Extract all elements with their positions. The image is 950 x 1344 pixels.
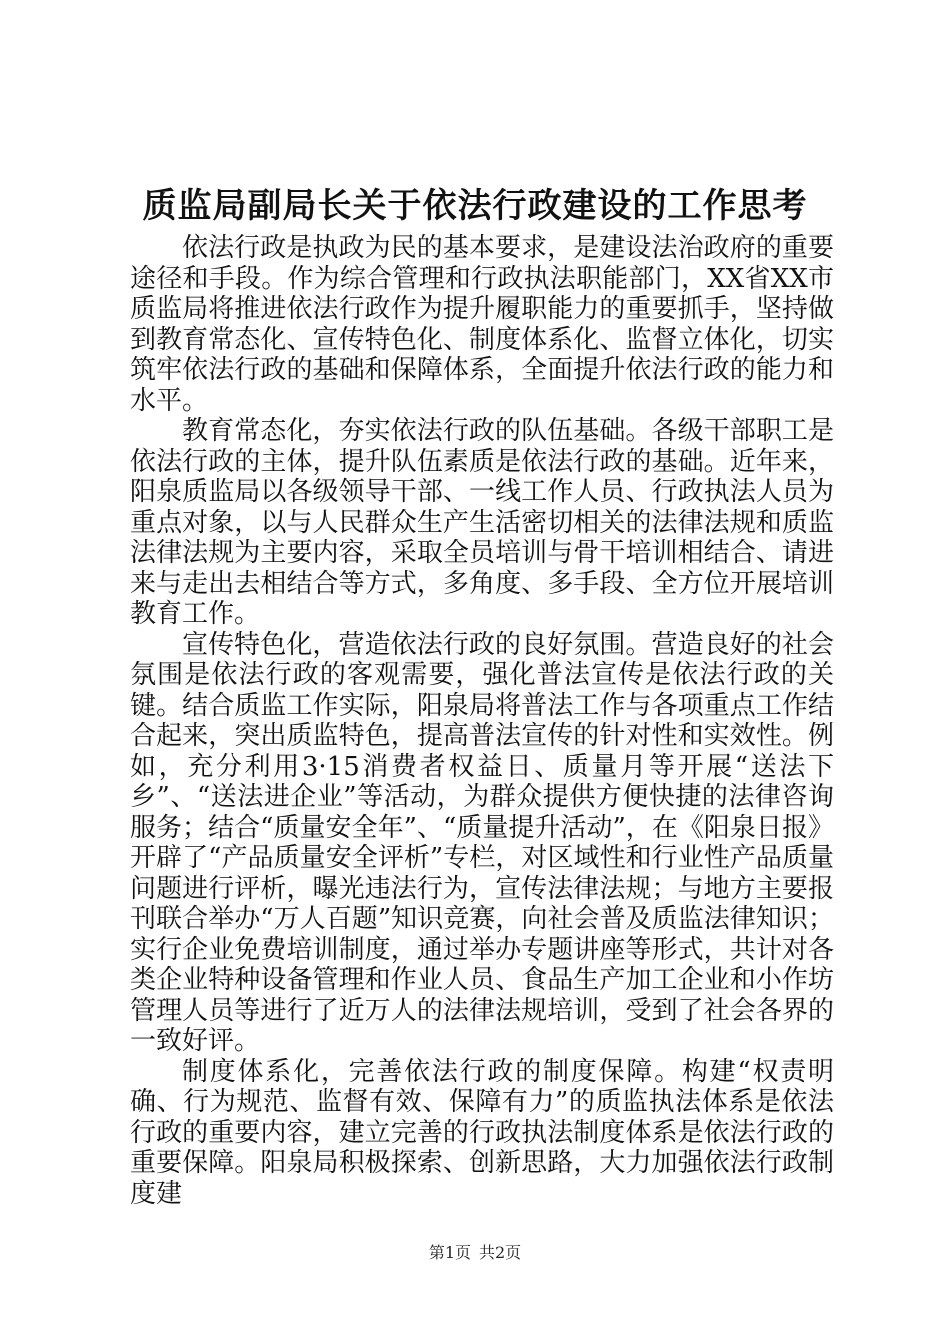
page-footer	[0, 1243, 950, 1263]
paragraph-system: 制度体系化，完善依法行政的制度保障。构建“权责明确、行为规范、监督有效、保障有力”的质监执法体系是依法行政的重要内容，建立完善的行政执法制度体系是依法行政的重要保障。阳泉局积极探索、创新思路，大力加强依法行政制度建	[130, 1056, 834, 1209]
document-title: 质监局副局长关于依法行政建设的工作思考	[142, 186, 808, 226]
document-body	[130, 233, 834, 1209]
paragraph-intro: 依法行政是执政为民的基本要求，是建设法治政府的重要途径和手段。作为综合管理和行政执法职能部门，XX省XX市质监局将推进依法行政作为提升履职能力的重要抓手，坚持做到教育常态化、宣传特色化、制度体系化、监督立体化，切实筑牢依法行政的基础和保障体系，全面提升依法行政的能力和水平。	[130, 233, 834, 416]
paragraph-publicity: 宣传特色化，营造依法行政的良好氛围。营造良好的社会氛围是依法行政的客观需要，强化普法宣传是依法行政的关键。结合质监工作实际，阳泉局将普法工作与各项重点工作结合起来，突出质监特色，提高普法宣传的针对性和实效性。例如，充分利用3·15消费者权益日、质量月等开展“送法下乡”、“送法进企业”等活动，为群众提供方便快捷的法律咨询服务；结合“质量安全年”、“质量提升活动”，在《阳泉日报》开辟了“产品质量安全评析”专栏，对区域性和行业性产品质量问题进行评析，曝光违法行为，宣传法律法规；与地方主要报刊联合举办“万人百题”知识竞赛，向社会普及质监法律知识；实行企业免费培训制度，通过举办专题讲座等形式，共计对各类企业特种设备管理和作业人员、食品生产加工企业和小作坊管理人员等进行了近万人的法律法规培训，受到了社会各界的一致好评。	[130, 629, 834, 1056]
page-number-current: 第1页	[428, 1243, 471, 1262]
paragraph-education: 教育常态化，夯实依法行政的队伍基础。各级干部职工是依法行政的主体，提升队伍素质是依法行政的基础。近年来，阳泉质监局以各级领导干部、一线工作人员、行政执法人员为重点对象，以与人民群众生产生活密切相关的法律法规和质监法律法规为主要内容，采取全员培训与骨干培训相结合、请进来与走出去相结合等方式，多角度、多手段、全方位开展培训教育工作。	[130, 416, 834, 629]
page-number-total: 共2页	[479, 1243, 522, 1262]
